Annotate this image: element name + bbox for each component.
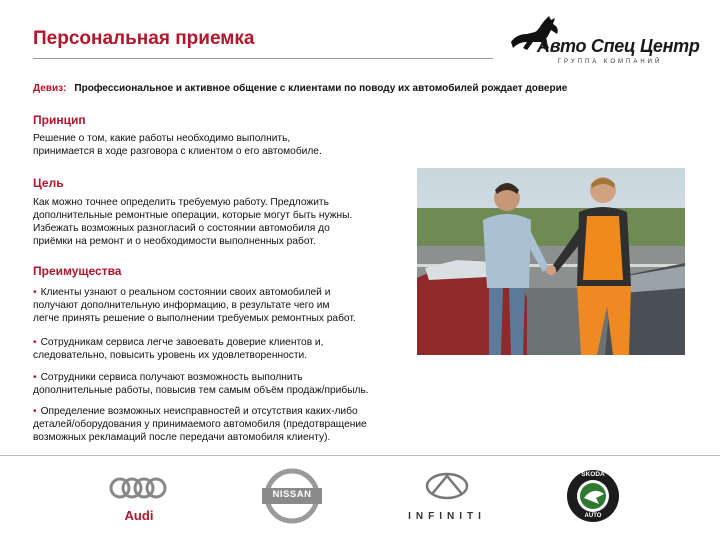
motto-label: Девиз: [33, 83, 67, 94]
motto-text: Профессиональное и активное общение с клиентами по поводу их автомобилей рождает доверие [74, 83, 568, 94]
goal-line: приёмки на ремонт и о необходимости выполненных работ. [33, 236, 316, 247]
principle-header: Принцип [33, 113, 86, 127]
motto [33, 83, 567, 94]
bullet-mark: • [33, 372, 37, 383]
goal-line: дополнительные ремонтные операции, которые могут быть нужны. [33, 210, 353, 221]
bullet-mark: • [33, 337, 37, 348]
company-logo [505, 12, 715, 70]
bullet-mark: • [33, 287, 37, 298]
advantage-item: • Сотрудникам сервиса легче завоевать доверие клиентов и, следовательно, повысить уровень их удовлетворенности. [33, 337, 324, 361]
footer-divider [0, 455, 720, 456]
goal-header: Цель [33, 176, 64, 190]
principle-text [33, 132, 322, 158]
title-divider [33, 58, 493, 59]
skoda-logo [566, 468, 620, 524]
bullet-mark: • [33, 406, 37, 417]
principle-line: принимается в ходе разговора с клиентом о его автомобиле. [33, 146, 322, 157]
goal-line: Как можно точнее определить требуемую работу. Предложить [33, 197, 329, 208]
logo-name: Авто Спец Центр [537, 36, 700, 56]
principle-line: Решение о том, какие работы необходимо выполнить, [33, 133, 291, 144]
nissan-label: NISSAN [272, 489, 312, 500]
page-title: Персональная приемка [33, 28, 255, 49]
audi-label: Audi [124, 508, 154, 523]
logo-subtitle: ГРУППА КОМПАНИЙ [557, 59, 663, 65]
service-photo [417, 168, 685, 355]
skoda-auto-label: AUTO [584, 513, 602, 519]
infiniti-label: INFINITI [408, 511, 486, 522]
advantage-item: • Клиенты узнают о реальном состоянии своих автомобилей и получают дополнительную информацию, в результате чего им легче принять решение о выполнении требуемых ремонтных работ. [33, 287, 356, 324]
goal-text [33, 196, 352, 248]
nissan-logo [262, 468, 322, 528]
advantages-header: Преимущества [33, 264, 122, 278]
infiniti-logo [402, 470, 492, 520]
skoda-label: ŠKODA [581, 471, 605, 478]
audi-rings-icon [108, 474, 170, 502]
handshake-photo-illustration [417, 168, 685, 355]
infiniti-emblem-icon [402, 470, 492, 500]
audi-logo [108, 474, 170, 523]
goal-line: Избежать возможных разногласий о состоянии автомобиля до [33, 223, 330, 234]
advantage-item: • Сотрудники сервиса получают возможность выполнить дополнительные работы, повысив тем самым объём продаж/прибыль. [33, 372, 369, 396]
advantage-item: • Определение возможных неисправностей и отсутствия каких-либо деталей/оборудования у принимаемого автомобиля (предотвращение возможных рекламаций после передачи автомобиля клиенту). [33, 406, 367, 443]
